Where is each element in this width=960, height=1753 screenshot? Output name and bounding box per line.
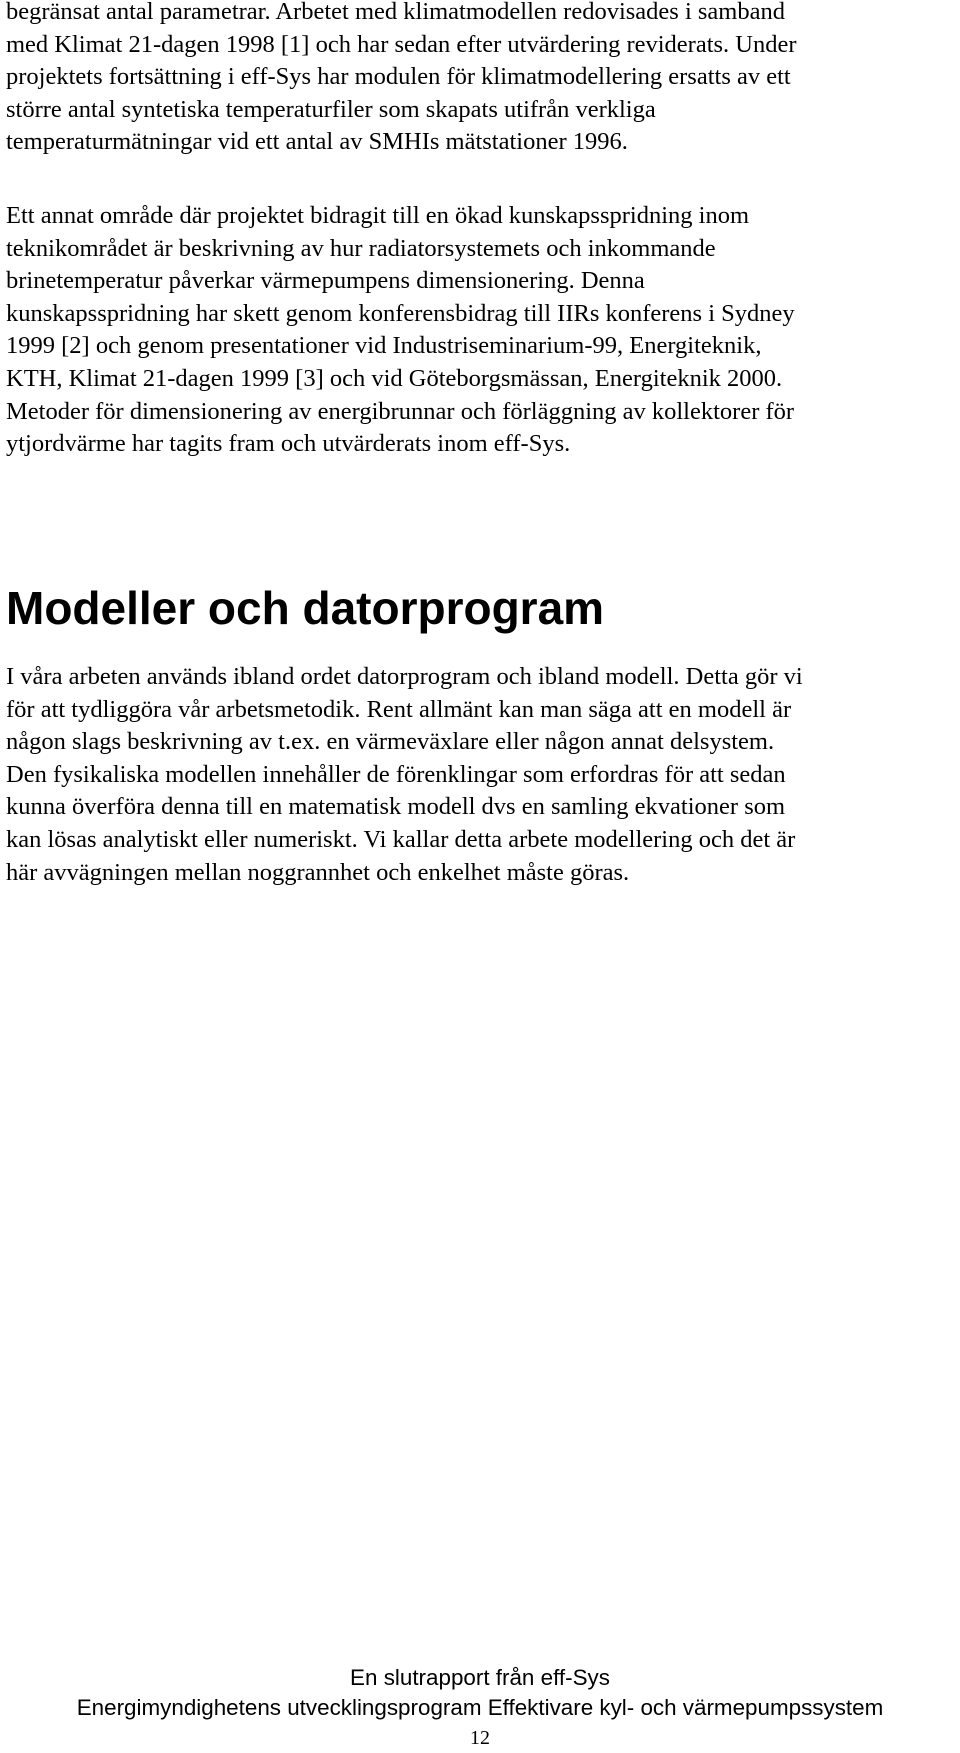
text-line: temperaturmätningar vid ett antal av SMHIs mätstationer 1996. — [6, 128, 628, 156]
text-line: kunna överföra denna till en matematisk modell dvs en samling ekvationer som — [6, 793, 786, 821]
text-line: någon slags beskrivning av t.ex. en värmeväxlare eller någon annat delsystem. — [6, 728, 775, 756]
text-line: ytjordvärme har tagits fram och utvärderats inom eff-Sys. — [6, 430, 571, 458]
footer-report-title: En slutrapport från eff-Sys — [350, 1665, 610, 1690]
text-line: KTH, Klimat 21-dagen 1999 [3] och vid Göteborgsmässan, Energiteknik 2000. — [6, 364, 783, 392]
text-line: begränsat antal parametrar. Arbetet med klimatmodellen redovisades i samband — [6, 0, 785, 25]
paragraph-knowledge-dissemination — [6, 200, 956, 461]
text-line: kunskapsspridning har skett genom konferensbidrag till IIRs konferens i Sydney — [6, 299, 795, 327]
text-line: 1999 [2] och genom presentationer vid Industriseminarium-99, Energiteknik, — [6, 332, 762, 360]
paragraph-climate-model — [6, 0, 956, 159]
text-line: Den fysikaliska modellen innehåller de förenklingar som erfordras för att sedan — [6, 760, 786, 788]
footer-program-name: Energimyndighetens utvecklingsprogram Effektivare kyl- och värmepumpssystem — [76, 1695, 884, 1720]
text-line: teknikområdet är beskrivning av hur radiatorsystemets och inkommande — [6, 234, 716, 262]
text-line: Ett annat område där projektet bidragit till en ökad kunskapsspridning inom — [6, 202, 750, 229]
paragraph-models-and-programs — [6, 661, 956, 889]
page-number: 12 — [470, 1727, 490, 1749]
text-line: brinetemperatur påverkar värmepumpens dimensionering. Denna — [6, 267, 645, 295]
text-line: Metoder för dimensionering av energibrunnar och förläggning av kollektorer för — [6, 397, 795, 425]
text-line: större antal syntetiska temperaturfiler som skapats utifrån verkliga — [6, 95, 656, 123]
text-line: här avvägningen mellan noggrannhet och enkelhet måste göras. — [6, 858, 630, 886]
text-line: kan lösas analytiskt eller numeriskt. Vi kallar detta arbete modellering och det är — [6, 825, 796, 853]
text-line: I våra arbeten används ibland ordet datorprogram och ibland modell. Detta gör vi — [6, 663, 803, 690]
text-line: projektets fortsättning i eff-Sys har modulen för klimatmodellering ersatts av ett — [6, 63, 791, 91]
text-line: för att tydliggöra vår arbetsmetodik. Rent allmänt kan man säga att en modell är — [6, 695, 792, 723]
text-line: med Klimat 21-dagen 1998 [1] och har sedan efter utvärdering reviderats. Under — [6, 30, 797, 58]
section-heading: Modeller och datorprogram — [6, 582, 605, 634]
